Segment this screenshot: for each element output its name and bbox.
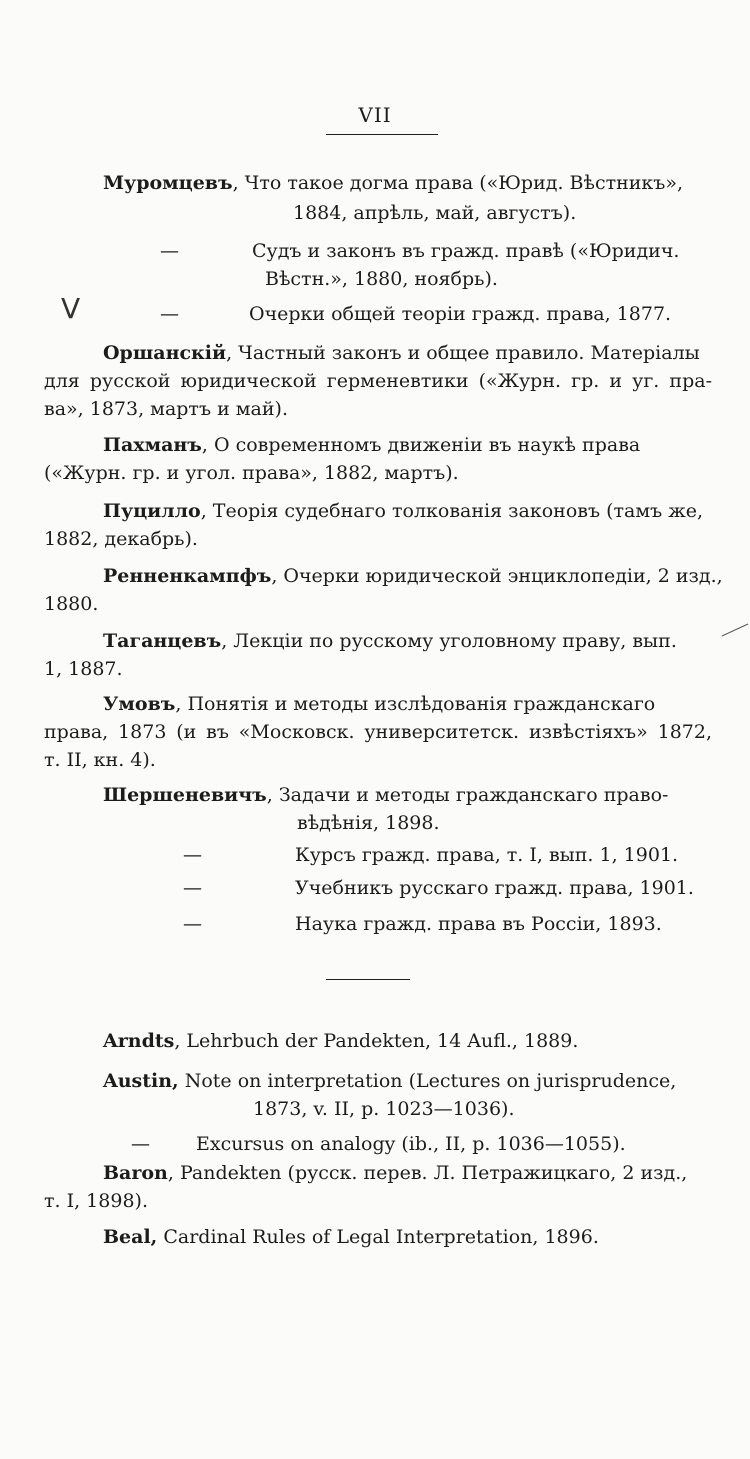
entry-continuation: 1880. <box>44 593 99 615</box>
ditto-dash: — <box>183 913 202 935</box>
entry-text: , Очерки юридической энциклопедіи, 2 изд., <box>271 565 723 587</box>
entry-text: , Понятія и методы изслѣдованія гражданскаго <box>175 693 656 715</box>
section-divider <box>326 979 410 980</box>
entry-text: Excursus on analogy (ib., II, p. 1036—1055). <box>196 1133 626 1155</box>
entry-text: Наука гражд. права въ Россіи, 1893. <box>295 913 662 935</box>
entry-continuation: 1884, апрѣль, май, августъ). <box>293 202 577 224</box>
author-name: Таганцевъ <box>103 630 222 652</box>
author-name: Baron <box>103 1162 168 1184</box>
entry-text: Учебникъ русскаго гражд. права, 1901. <box>295 877 694 899</box>
entry-text: , Частный законъ и общее правило. Матеріалы <box>226 342 700 364</box>
bib-entry-austin <box>103 1066 676 1096</box>
header-rule <box>326 134 438 135</box>
author-name: Arndts <box>103 1030 175 1052</box>
author-name: Муромцевъ <box>103 172 233 194</box>
author-name: Оршанскій <box>103 342 227 364</box>
entry-continuation: для русской юридической герменевтики («Журн. гр. и уг. пра- <box>44 370 712 392</box>
entry-continuation: («Журн. гр. и угол. права», 1882, мартъ). <box>44 462 459 484</box>
entry-text: , Лекціи по русскому уголовному праву, вып. <box>221 630 677 652</box>
entry-continuation: права, 1873 (и въ «Московск. университетск. извѣстіяхъ» 1872, <box>44 721 712 743</box>
entry-continuation: 1873, v. II, p. 1023—1036). <box>253 1098 515 1120</box>
bib-entry-orshansky <box>103 338 700 368</box>
bib-entry-baron <box>103 1158 687 1188</box>
bib-entry-rennenkampf <box>103 561 723 591</box>
entry-text: Судъ и законъ въ гражд. правѣ («Юридич. <box>252 240 680 262</box>
ditto-dash: — <box>160 303 179 325</box>
ditto-dash: — <box>183 877 202 899</box>
bib-entry-beal <box>103 1222 599 1252</box>
bib-entry-muromtsev <box>103 168 683 198</box>
author-name: Beal, <box>103 1226 158 1248</box>
author-name: Умовъ <box>103 693 176 715</box>
entry-text: , Pandekten (русск. перев. Л. Петражицкаго, 2 изд., <box>167 1162 688 1184</box>
author-name: Пуцилло <box>103 500 201 522</box>
bib-entry-pakhman <box>103 430 640 460</box>
entry-text: Очерки общей теоріи гражд. права, 1877. <box>249 303 672 325</box>
entry-text: , Lehrbuch der Pandekten, 14 Aufl., 1889. <box>174 1030 579 1052</box>
bib-entry-umov <box>103 689 655 719</box>
ditto-dash: — <box>183 844 202 866</box>
margin-pencil-stroke <box>720 620 750 640</box>
bib-entry-putsillo <box>103 496 703 526</box>
bib-entry-arndts <box>103 1026 578 1056</box>
entry-text: , Задачи и методы гражданскаго право- <box>266 784 669 806</box>
entry-text: Note on interpretation (Lectures on jurisprudence, <box>178 1070 677 1092</box>
entry-text: , Что такое догма права («Юрид. Вѣстникъ», <box>232 172 684 194</box>
entry-text: , Теорія судебнаго толкованія законовъ (тамъ же, <box>200 500 704 522</box>
entry-continuation: 1, 1887. <box>44 658 123 680</box>
bib-entry-shershenevich <box>103 780 668 810</box>
entry-text: , О современномъ движеніи въ наукѣ права <box>201 434 641 456</box>
author-name: Шершеневичъ <box>103 784 267 806</box>
entry-continuation: ва», 1873, мартъ и май). <box>44 398 288 420</box>
ditto-dash: — <box>160 240 179 262</box>
entry-continuation: т. I, 1898). <box>44 1190 148 1212</box>
entry-continuation: 1882, декабрь). <box>44 528 198 550</box>
author-name: Austin, <box>103 1070 179 1092</box>
page-number: VII <box>358 103 392 127</box>
author-name: Ренненкампфъ <box>103 565 272 587</box>
author-name: Пахманъ <box>103 434 202 456</box>
entry-continuation: вѣдѣнія, 1898. <box>297 812 440 834</box>
margin-check-mark: V <box>61 292 81 325</box>
entry-text: Cardinal Rules of Legal Interpretation, 1896. <box>157 1226 599 1248</box>
entry-continuation: Вѣстн.», 1880, ноябрь). <box>265 268 498 290</box>
bib-entry-tagantsev <box>103 626 677 656</box>
entry-continuation: т. II, кн. 4). <box>44 749 156 771</box>
entry-text: Курсъ гражд. права, т. I, вып. 1, 1901. <box>295 844 679 866</box>
ditto-dash: — <box>131 1133 150 1155</box>
